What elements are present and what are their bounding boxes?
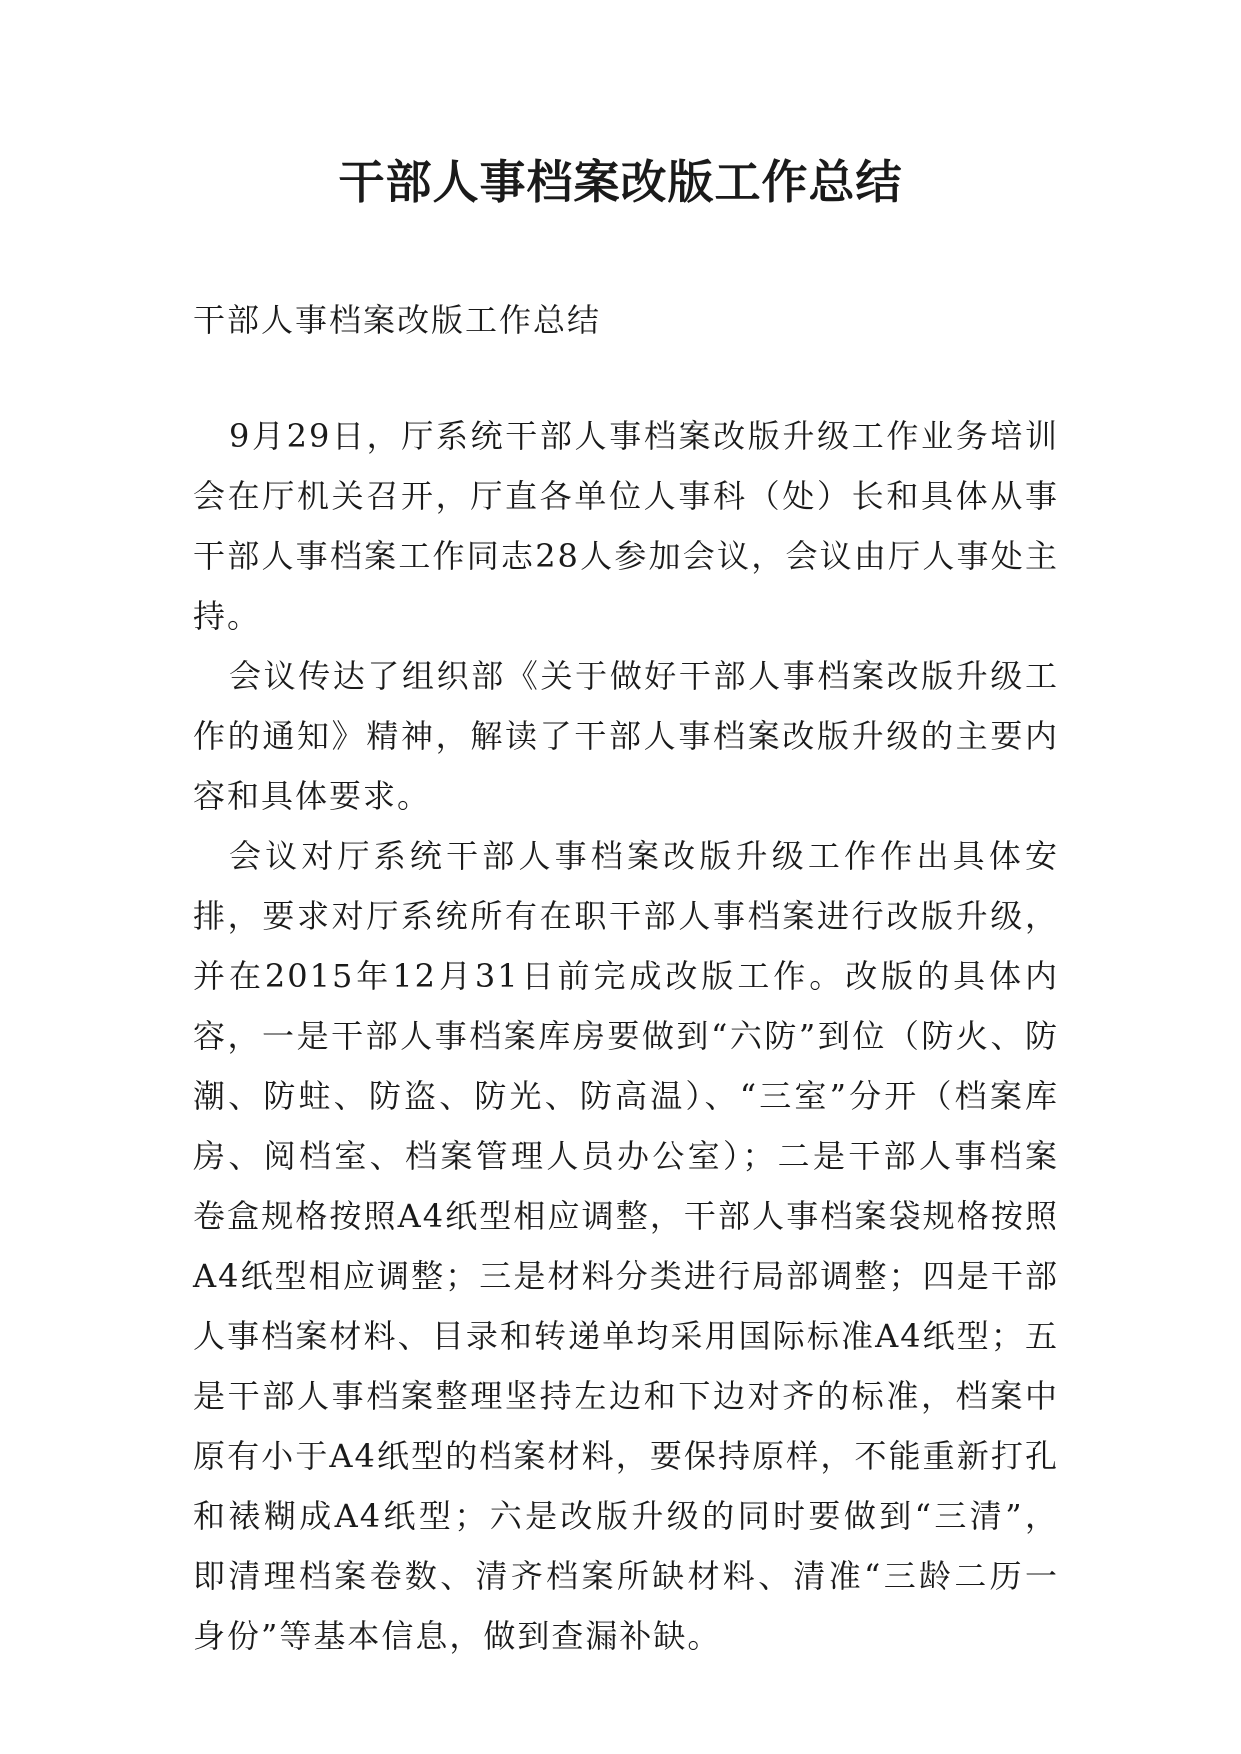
- document-body: [193, 290, 1059, 1666]
- document-subtitle: 干部人事档案改版工作总结: [193, 301, 602, 339]
- paragraph-meeting-overview: 9月29日，厅系统干部人事档案改版升级工作业务培训会在厅机关召开，厅直各单位人事科（处）长和具体从事干部人事档案工作同志28人参加会议，会议由厅人事处主持。: [193, 417, 1059, 635]
- paragraph-notice-conveyed: 会议传达了组织部《关于做好干部人事档案改版升级工作的通知》精神，解读了干部人事档案改版升级的主要内容和具体要求。: [193, 657, 1059, 815]
- paragraph-arrangements: 会议对厅系统干部人事档案改版升级工作作出具体安排，要求对厅系统所有在职干部人事档案进行改版升级，并在2015年12月31日前完成改版工作。改版的具体内容，一是干部人事档案库房要做到“六防”到位（防火、防潮、防蛀、防盗、防光、防高温）、“三室”分开（档案库房、阅档室、档案管理人员办公室）；二是干部人事档案卷盒规格按照A4纸型相应调整，干部人事档案袋规格按照A4纸型相应调整；三是材料分类进行局部调整；四是干部人事档案材料、目录和转递单均采用国际标准A4纸型；五是干部人事档案整理坚持左边和下边对齐的标准，档案中原有小于A4纸型的档案材料，要保持原样，不能重新打孔和裱糊成A4纸型；六是改版升级的同时要做到“三清”，即清理档案卷数、清齐档案所缺材料、清准“三龄二历一身份”等基本信息，做到查漏补缺。: [193, 837, 1059, 1655]
- document-title: 干部人事档案改版工作总结: [338, 155, 903, 209]
